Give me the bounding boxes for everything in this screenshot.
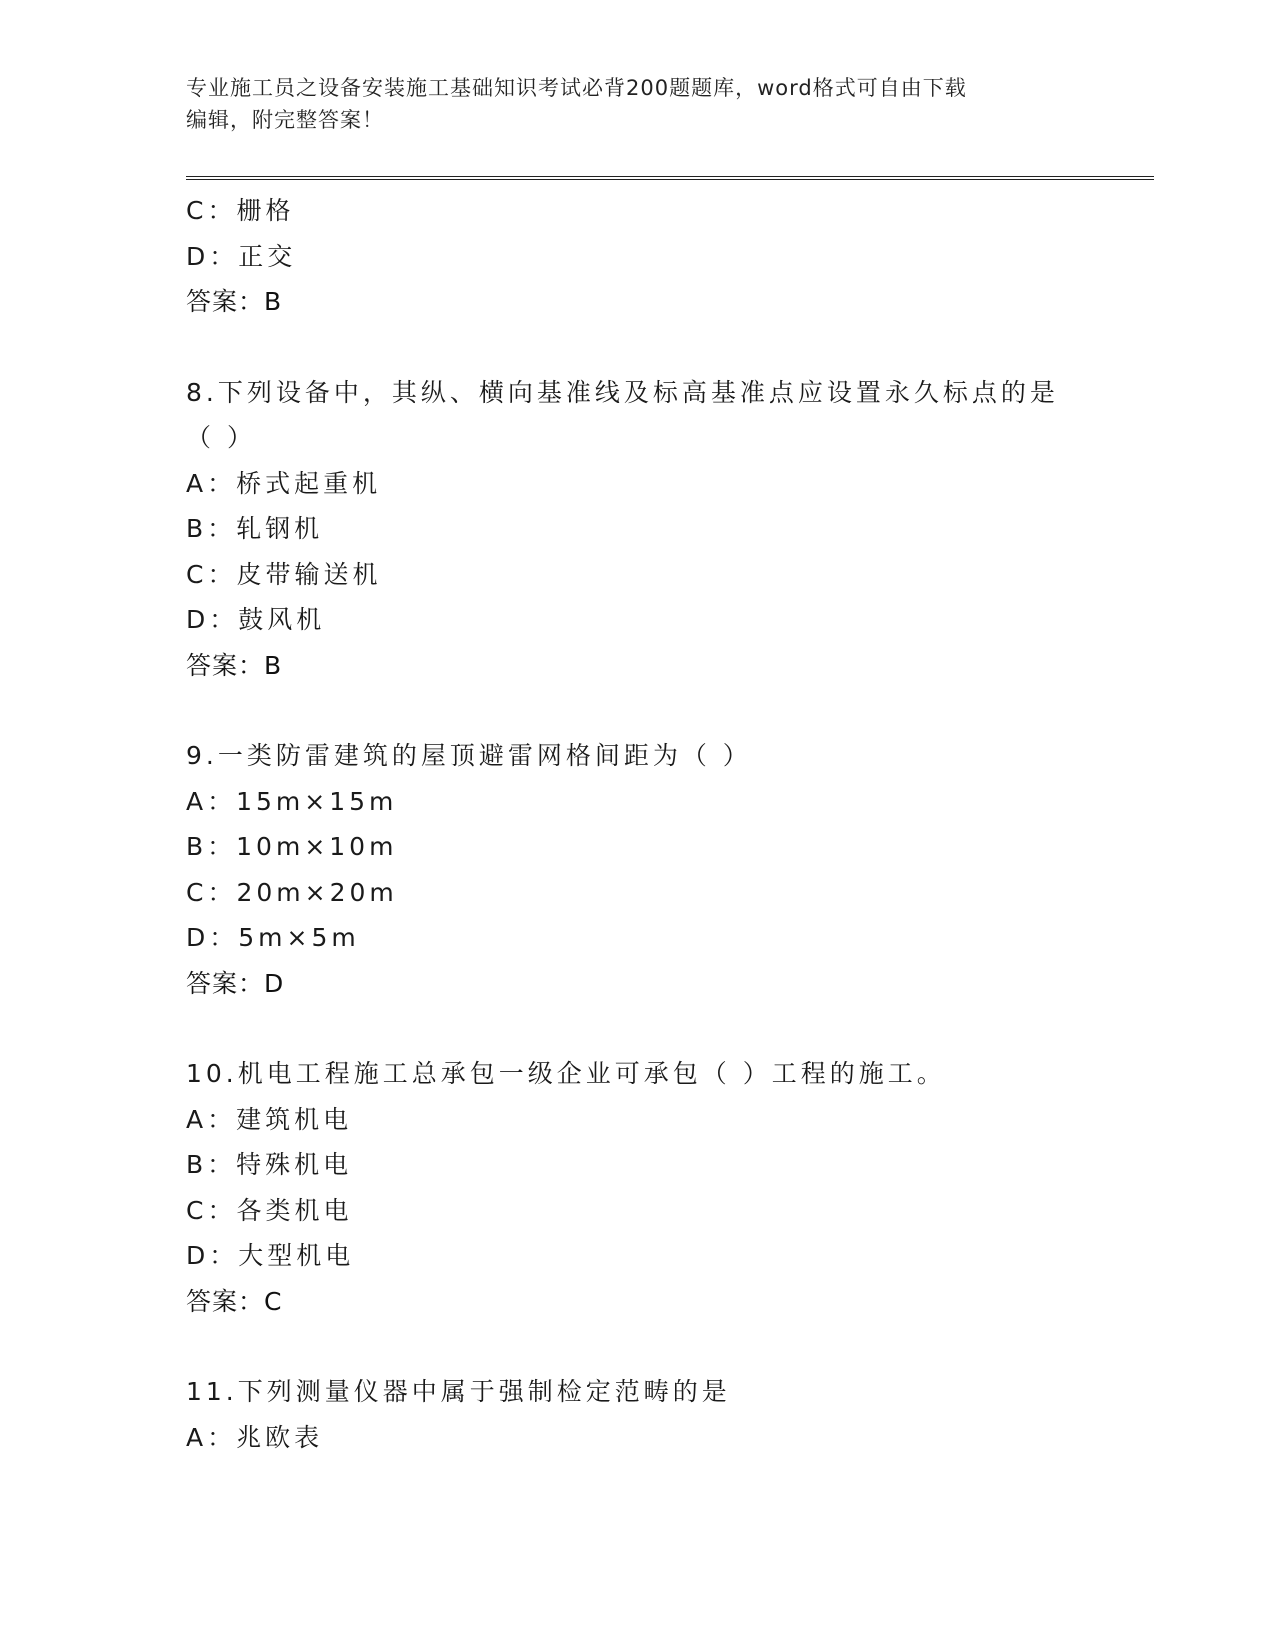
option-a: A：15m×15m	[186, 786, 398, 816]
option-d: D：大型机电	[186, 1241, 355, 1270]
question-stem: 11.下列测量仪器中属于强制检定范畴的是	[186, 1377, 731, 1406]
option-c: C：栅格	[186, 196, 295, 225]
answer-line: 答案：B	[186, 287, 283, 316]
option-c: C：各类机电	[186, 1195, 353, 1225]
question-stem: 9.一类防雷建筑的屋顶避雷网格间距为（ ）	[186, 741, 752, 770]
option-d: D：5m×5m	[186, 923, 360, 952]
page-header	[186, 72, 1076, 136]
spacer	[186, 1324, 1146, 1369]
spacer	[186, 688, 1146, 733]
option-b: B：10m×10m	[186, 832, 398, 861]
option-c: C：20m×20m	[186, 877, 398, 907]
option-c: C：皮带输送机	[186, 559, 382, 589]
option-a: A：建筑机电	[186, 1104, 353, 1134]
option-a: A：桥式起重机	[186, 468, 382, 498]
option-d: D：鼓风机	[186, 605, 326, 634]
question-stem: 8.下列设备中，其纵、横向基准线及标高基准点应设置永久标点的是	[186, 377, 1059, 407]
question-stem: 10.机电工程施工总承包一级企业可承包（ ）工程的施工。	[186, 1059, 946, 1088]
question-9	[186, 733, 1146, 1006]
option-b: B：特殊机电	[186, 1150, 353, 1179]
option-b: B：轧钢机	[186, 514, 324, 543]
header-line-2: 编辑，附完整答案！	[186, 108, 384, 132]
answer-line: 答案：D	[186, 968, 285, 998]
answer-line: 答案：B	[186, 650, 283, 680]
answer-line: 答案：C	[186, 1286, 283, 1316]
spacer	[186, 1006, 1146, 1051]
question-10	[186, 1051, 1146, 1324]
option-a: A：兆欧表	[186, 1422, 324, 1452]
header-divider	[186, 176, 1154, 180]
question-fragment	[186, 188, 1146, 325]
question-list	[186, 188, 1146, 1460]
question-8	[186, 370, 1146, 689]
option-d: D：正交	[186, 241, 297, 271]
spacer	[186, 325, 1146, 370]
question-stem-continued: （ ）	[186, 423, 256, 452]
question-11	[186, 1369, 1146, 1460]
header-line-1: 专业施工员之设备安装施工基础知识考试必背200题题库，word格式可自由下载	[186, 76, 967, 100]
